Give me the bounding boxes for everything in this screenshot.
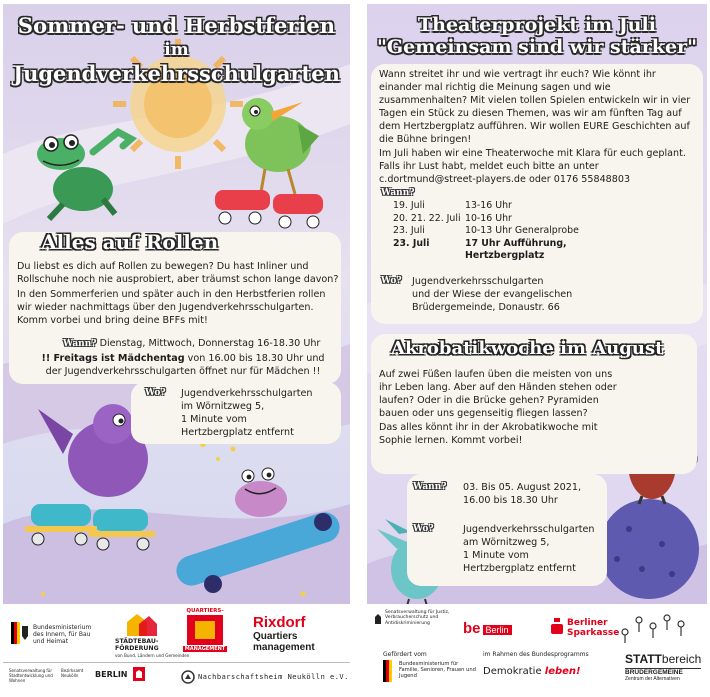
theater-acrobatics-flyer [367, 4, 707, 693]
bmi-line: und Heimat [33, 638, 69, 645]
girls-day-bold: !! Freitags ist Mädchentag [41, 353, 185, 364]
be-berlin-logo [463, 620, 512, 638]
bruedergemeine-text: BRÜDERGEMEINE [625, 668, 701, 676]
address-line: Hertzbergplatz entfernt [463, 563, 576, 574]
leben-text: leben! [544, 666, 581, 677]
summer-autumn-flyer [3, 4, 350, 693]
where-label: Wo? [413, 524, 434, 534]
schedule-date: 23. Juli [393, 225, 425, 237]
address-line: Hertzbergplatz entfernt [181, 427, 294, 438]
senate-small-text: Senatsverwaltung für Stadtentwicklung und Wohnen [9, 668, 53, 683]
schedule-row [393, 213, 579, 226]
schedule-time: 13-16 Uhr [465, 200, 512, 211]
qm-logo-block [187, 615, 223, 645]
schedule-row [393, 238, 579, 251]
address-line: Jugendverkehrsschulgarten [412, 276, 544, 287]
left-sponsor-footer [3, 604, 350, 693]
sparkasse-icon [551, 618, 563, 634]
girls-day-text: von 16.00 bis 18.30 Uhr und der Jugendverkehrsschulgarten öffnet nur für Mädchen !! [45, 353, 325, 377]
theater-intro [379, 68, 701, 186]
schedule-date [393, 250, 465, 263]
bmi-line: Bundesministerium [33, 624, 92, 631]
schedule-row [393, 250, 579, 263]
address-line: am Wörnitzweg 5, [463, 537, 550, 548]
schedule-time: 10-13 Uhr Generalprobe [465, 225, 579, 237]
schedule-row [393, 225, 579, 238]
when-label: Wann? [413, 482, 447, 492]
theater-when-wrap [381, 186, 415, 200]
bmfsfj-logo-text: Bundesministerium für Familie, Senioren, Frauen und Jugend [399, 661, 476, 679]
schedule-date: 20. 21. 22. Juli [393, 212, 461, 224]
program-text: im Rahmen des Bundesprogramms [483, 651, 589, 658]
rollers-intro-p2: In den Sommerferien und später auch in den Herbstferien rollen wir wieder nachmittags über den Jugendverkehrsschulgarten. Komm vorbei und bring deine BFFs mit! [17, 289, 326, 326]
staedtebau-line: FÖRDERUNG [115, 645, 159, 652]
acrobatics-when-text [463, 481, 603, 507]
sparkasse-logo-text [567, 618, 619, 638]
qm-top-text: QUARTIERS- [186, 608, 224, 614]
qm-word1: Quartiers [253, 631, 298, 642]
theater-title-line2: "Gemeinsam sind wir stärker" [377, 36, 697, 58]
where-label: Wo? [145, 388, 166, 398]
rollers-where-address [181, 387, 341, 439]
address-line: 1 Minute vom [463, 550, 529, 561]
acrobatics-when-wrap [413, 480, 447, 494]
nachbarschaftsheim-icon [181, 670, 195, 684]
theater-schedule [393, 200, 579, 263]
district-small-text: Bezirksamt Neukölln [61, 668, 84, 678]
berlin-box-text: Berlin [483, 625, 512, 635]
acrobatics-where-wrap [413, 522, 434, 536]
zentrum-text: Zentrum der Alternativen [625, 676, 680, 682]
footer-divider [3, 662, 350, 663]
when-text: Dienstag, Mittwoch, Donnerstag 16-18.30 Uhr [99, 338, 321, 349]
nachbarschaftsheim-text: Nachbarschaftsheim Neukölln e.V. [198, 673, 349, 681]
acrobatics-intro-p1: Auf zwei Füßen laufen üben die meisten von uns ihr Leben lang. Aber auf den Händen stehen oder laufen? Oder in die Brücke gehen? Pyramiden bauen oder uns gegenseitig fliegen lassen? [379, 369, 617, 419]
senat-logo-text: Senatsverwaltung für Justiz, Verbraucherschutz und Antidiskriminierung [385, 610, 450, 626]
when-label: Wann? [381, 188, 415, 198]
berlin-bear-icon [133, 667, 145, 681]
be-text: be [463, 620, 481, 637]
rollers-when [63, 337, 343, 351]
schedule-time: 10-16 Uhr [465, 212, 512, 224]
address-line: und der Wiese der evangelischen [412, 289, 573, 300]
rixdorf-text: Rixdorf [253, 614, 306, 631]
staedtebau-house-icon [125, 612, 159, 636]
sparkasse-line: Sparkasse [567, 628, 620, 638]
quartiersmanagement-logo [183, 608, 227, 658]
bereich-text: bereich [661, 652, 702, 666]
address-line: 1 Minute vom [181, 414, 247, 425]
rollers-intro [17, 260, 339, 327]
berlin-wordmark: BERLIN [95, 670, 128, 679]
address-line: Jugendverkehrsschulgarten [181, 388, 313, 399]
schedule-row [393, 200, 579, 213]
staedtebau-small: von Bund, Ländern und Gemeinden [115, 653, 190, 658]
bmi-logo-text [33, 624, 91, 645]
schedule-date: 23. Juli [393, 237, 430, 249]
left-title-line2: im [164, 40, 189, 60]
demokratie-leben-logo [483, 666, 581, 677]
acrobatics-intro-p2: Das alles könnt ihr in der Akrobatikwoche mit Sophie lernen. Kommt vorbei! [379, 422, 598, 446]
theater-contact: c.dortmund@street-players.de oder 0176 55848803 [379, 174, 631, 185]
acrobatics-intro [379, 368, 617, 447]
demokratie-text: Demokratie [483, 666, 542, 677]
when-line: 16.00 bis 18.30 Uhr [463, 495, 558, 506]
bmi-line: des Innern, für Bau [33, 631, 91, 638]
staedtebau-line: STÄDTEBAU- [115, 638, 159, 645]
schedule-time: Hertzbergplatz [465, 250, 545, 262]
qm-bottom-text: MANAGEMENT [184, 646, 226, 652]
where-label: Wo? [381, 276, 402, 286]
theater-title-line1: Theaterprojekt im Juli [418, 14, 656, 36]
left-title-line1: Sommer- und Herbstferien [17, 13, 336, 38]
address-line: im Wörnitzweg 5, [181, 401, 265, 412]
left-title [3, 14, 350, 86]
qm-logo-inner [195, 621, 215, 639]
address-line: Jugendverkehrsschulgarten [463, 524, 595, 535]
people-figures-icon [617, 610, 697, 646]
left-title-line3: Jugendverkehrsschulgarten [13, 61, 340, 86]
theater-title [367, 14, 707, 58]
theater-intro-p1: Wann streitet ihr und wie vertragt ihr euch? Wie könnt ihr einander mal richtig die Meinung sagen und wie zusammenhalten? Mit vielen tollen Spielen entwickeln wir in vier Tagen ein Stück zu diesen Themen, was wir am fünften Tag auf dem Hertzbergplatz aufführen. Wir wollen EURE Geschichten auf die Bühne bringen! [379, 69, 691, 145]
sparkasse-line: Berliner [567, 618, 608, 628]
staedtebau-logo-text [115, 638, 189, 659]
theater-intro-p2: Im Juli haben wir eine Theaterwoche mit Klara für euch geplant. Falls ihr Lust habt, meldet euch bitte an unter [379, 148, 686, 172]
funded-by-text: Gefördert vom [383, 651, 427, 658]
acrobatics-where-address [463, 523, 603, 575]
acrobatics-heading: Akrobatikwoche im August [391, 338, 664, 359]
when-line: 03. Bis 05. August 2021, [463, 482, 581, 493]
when-label: Wann? [63, 339, 97, 349]
theater-where-address [412, 275, 592, 314]
rollers-where-label-wrap [145, 386, 166, 400]
right-sponsor-footer [367, 604, 707, 693]
address-line: Brüdergemeinde, Donaustr. 66 [412, 302, 560, 313]
berlin-bear-icon [373, 612, 383, 626]
statt-text: STATT [625, 652, 662, 666]
federal-eagle-icon [11, 622, 29, 644]
stattbereich-logo [625, 650, 701, 682]
qm-word2: management [253, 642, 315, 653]
rixdorf-logo [253, 614, 315, 653]
girls-day-note [33, 352, 333, 378]
schedule-time: 17 Uhr Aufführung, [465, 237, 567, 249]
theater-where-wrap [381, 274, 402, 288]
rollers-heading: Alles auf Rollen [41, 230, 219, 254]
rollers-intro-p1: Du liebst es dich auf Rollen zu bewegen? Du hast Inliner und Rollschuhe noch nie ausprobiert, aber träumst schon lange davon? [17, 261, 339, 285]
schedule-date: 19. Juli [393, 200, 425, 211]
federal-eagle-icon [383, 660, 395, 682]
